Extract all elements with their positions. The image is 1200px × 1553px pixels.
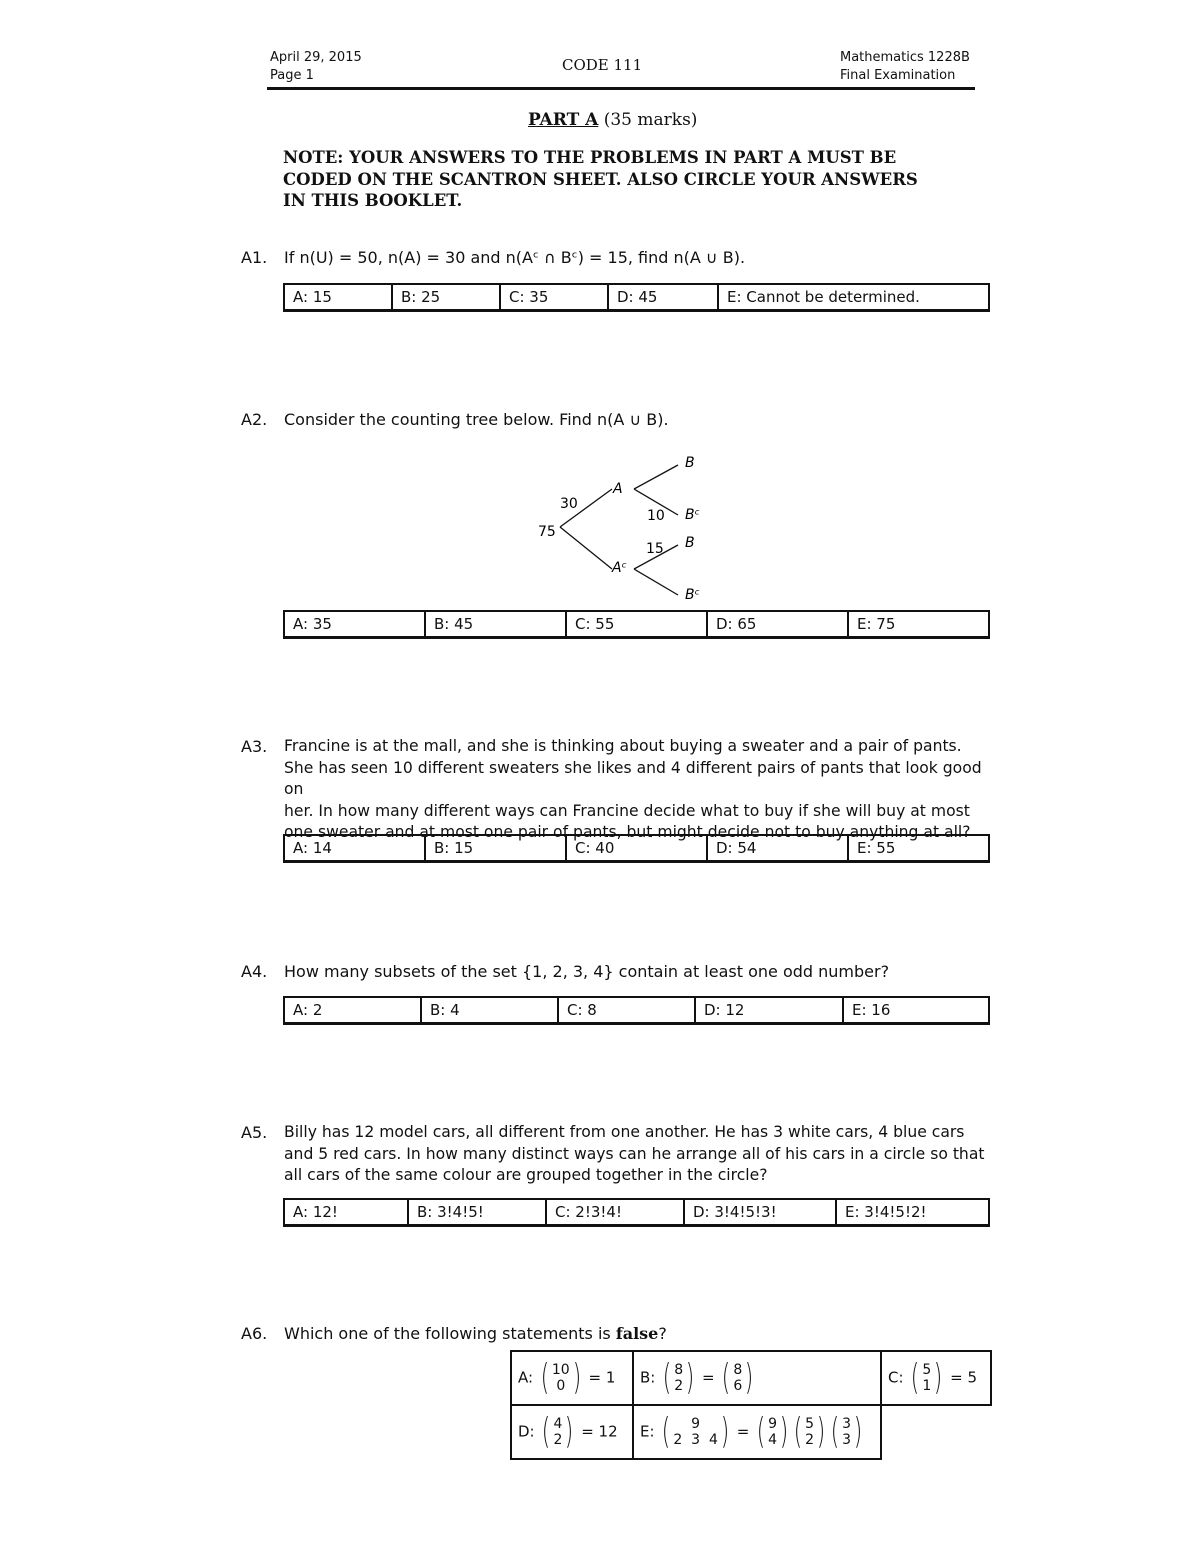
answer-options-a4 [283,996,990,1025]
binom-top: 4 [553,1416,563,1432]
part-marks: (35 marks) [603,110,698,130]
header-exam: Final Examination [840,68,956,83]
tree-a-count: 30 [560,496,578,512]
option-a[interactable]: A: 15 [284,284,392,311]
option-prefix: D: [518,1422,535,1441]
option-e[interactable]: E: 3!4!5!2! [836,1199,989,1226]
binom-top: 8 [733,1362,743,1378]
question-label-a4: A4. [241,962,268,981]
binom-top: 5 [922,1362,932,1378]
option-c[interactable]: C: 55 [566,611,707,638]
header-rule [267,87,975,90]
binom-top: 9 [768,1416,778,1432]
tree-b2-count: 15 [646,541,664,557]
option-b[interactable]: B: 25 [392,284,500,311]
note-line: CODED ON THE SCANTRON SHEET. ALSO CIRCLE YOUR ANSWERS [283,169,918,189]
text-line: She has seen 10 different sweaters she likes and 4 different pairs of pants that look good on [284,758,982,798]
option-d[interactable]: D: 65 [707,611,848,638]
header-page: Page 1 [270,68,314,83]
binom-top: 3 [842,1416,852,1432]
question-text-a4: How many subsets of the set {1, 2, 3, 4} contain at least one odd number? [284,962,890,981]
text-line: her. In how many different ways can Francine decide what to buy if she will buy at most [284,801,970,820]
option-b[interactable]: B: 3!4!5! [408,1199,546,1226]
answer-options-a5 [283,1198,990,1227]
binom-top: 5 [805,1416,815,1432]
text-line: Francine is at the mall, and she is thinking about buying a sweater and a pair of pants. [284,737,962,755]
question-text-a2: Consider the counting tree below. Find n(A ∪ B). [284,410,669,429]
binom-bottom: 2 [805,1432,815,1448]
option-a[interactable] [511,1351,633,1405]
header-code: CODE 111 [562,56,643,74]
text-segment: ? [658,1324,667,1343]
binomial: ( 10 0 ) [540,1357,581,1398]
text-line: and 5 red cars. In how many distinct ways can he arrange all of his cars in a circle so that [284,1144,985,1163]
header-date: April 29, 2015 [270,50,362,65]
tree-branch [560,527,612,569]
option-d[interactable] [511,1405,633,1459]
tree-node-ac: Aᶜ [612,560,627,576]
binom-bottom: 2 3 4 [673,1432,718,1448]
option-b[interactable] [633,1351,881,1405]
question-text-a5 [284,1122,994,1187]
tree-node-a: A [613,481,623,497]
question-text-a1: If n(U) = 50, n(A) = 30 and n(Aᶜ ∩ Bᶜ) = 15, find n(A ∪ B). [284,248,746,267]
binom-bottom: 6 [733,1378,743,1394]
text-line: one sweater and at most one pair of pants, but might decide not to buy anything at all? [284,823,971,841]
binom-bottom: 4 [768,1432,778,1448]
option-d[interactable]: D: 45 [608,284,718,311]
option-b[interactable]: B: 15 [425,835,566,862]
binomial: ( 8 2 ) [662,1357,695,1398]
equals-sign: = [736,1422,750,1441]
option-prefix: E: [640,1422,655,1441]
question-label-a1: A1. [241,248,268,267]
binom-top: 10 [551,1362,570,1378]
question-label-a2: A2. [241,410,268,429]
text-line: all cars of the same colour are grouped together in the circle? [284,1166,768,1184]
text-segment: Which one of the following statements is [284,1324,616,1343]
question-text-a3 [284,736,994,844]
option-e[interactable]: E: 55 [848,835,989,862]
tree-branch [634,465,678,489]
option-e[interactable]: E: Cannot be determined. [718,284,989,311]
binom-bottom: 0 [556,1378,566,1394]
option-c[interactable]: C: 40 [566,835,707,862]
option-c[interactable]: C: 8 [558,997,695,1024]
question-label-a6: A6. [241,1324,268,1343]
tree-root-count: 75 [538,524,556,540]
option-prefix: B: [640,1368,656,1387]
binom-top: 9 [691,1416,701,1432]
tree-bc-count: 10 [647,508,665,524]
option-d[interactable]: D: 12 [695,997,843,1024]
question-text-a6 [284,1323,667,1345]
option-b[interactable]: B: 4 [421,997,558,1024]
counting-tree [530,445,730,605]
option-d[interactable]: D: 3!4!5!3! [684,1199,836,1226]
option-b[interactable]: B: 45 [425,611,566,638]
option-c[interactable]: C: 35 [500,284,608,311]
tree-node-bc2: Bᶜ [685,587,700,603]
binomial: ( 5 1 ) [911,1357,943,1398]
tree-branch [634,569,678,595]
option-e[interactable]: E: 16 [843,997,989,1024]
option-a[interactable]: A: 14 [284,835,425,862]
binomial: ( 8 6 ) [722,1357,754,1398]
option-e[interactable] [633,1405,881,1459]
binomial: ( 4 2 ) [542,1411,574,1452]
empty-cell [881,1405,991,1459]
option-rhs: = 1 [588,1368,616,1387]
equals-sign: = [701,1368,715,1387]
tree-node-bc: Bᶜ [685,507,700,523]
note-line: IN THIS BOOKLET. [283,191,463,210]
answer-options-a3 [283,834,990,863]
part-title: PART A [528,110,599,130]
question-label-a3: A3. [241,737,268,756]
header-course: Mathematics 1228B [840,50,970,65]
option-rhs: = 5 [950,1368,977,1387]
binom-bottom: 2 [674,1378,684,1394]
option-c[interactable]: C: 2!3!4! [546,1199,684,1226]
option-a[interactable]: A: 2 [284,997,421,1024]
answer-options-a2 [283,610,990,639]
option-c[interactable] [881,1351,991,1405]
text-line: Billy has 12 model cars, all different from one another. He has 3 white cars, 4 blue cars [284,1123,965,1141]
multinomial: ( 9 2 3 4 ) [662,1411,730,1452]
binom-top: 8 [674,1362,684,1378]
question-label-a5: A5. [241,1123,268,1142]
option-e[interactable]: E: 75 [848,611,989,638]
option-d[interactable]: D: 54 [707,835,848,862]
answer-options-a1 [283,283,990,312]
part-title-line [528,110,697,130]
binomial: ( 5 2 ) [793,1411,826,1452]
binomial: ( 3 3 ) [830,1411,863,1452]
binom-bottom: 3 [842,1432,852,1448]
option-prefix: A: [518,1368,534,1387]
emphasis-false: false [615,1324,659,1343]
binomial: ( 9 4 ) [756,1411,789,1452]
option-a[interactable]: A: 35 [284,611,425,638]
binom-bottom: 2 [553,1432,563,1448]
tree-node-b: B [685,455,695,471]
tree-node-b2: B [685,535,695,551]
option-prefix: C: [888,1368,904,1387]
part-note [283,147,918,212]
note-line: NOTE: YOUR ANSWERS TO THE PROBLEMS IN PART A MUST BE [283,148,897,167]
binom-bottom: 1 [922,1378,932,1394]
option-a[interactable]: A: 12! [284,1199,408,1226]
option-rhs: = 12 [581,1422,618,1441]
answer-options-a6 [510,1350,992,1460]
